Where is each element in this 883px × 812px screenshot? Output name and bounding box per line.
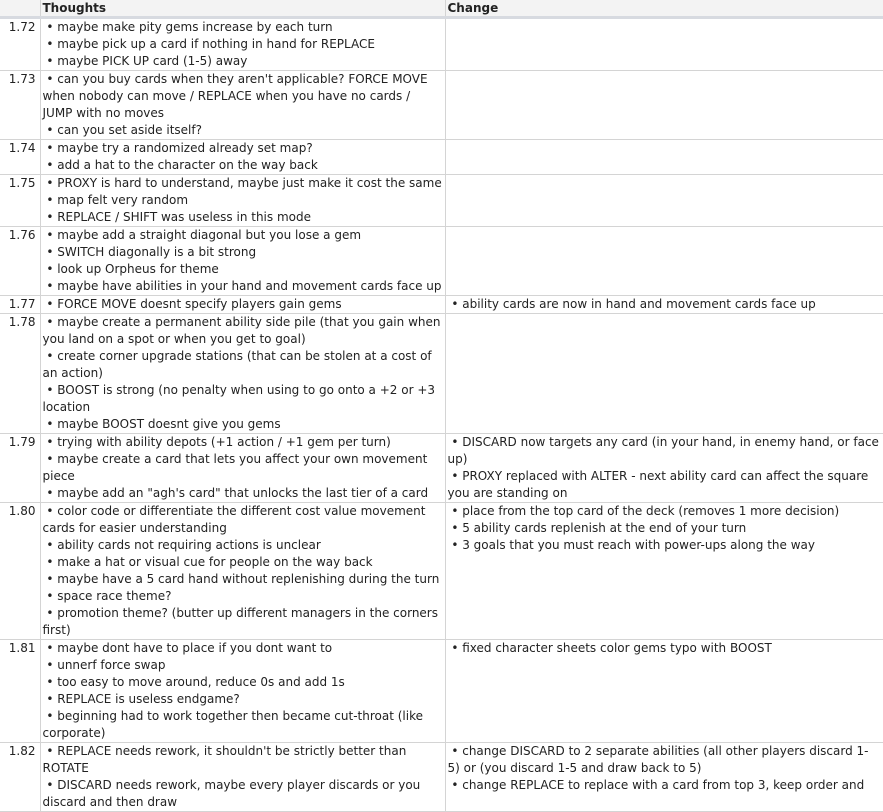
thoughts-cell[interactable]: • maybe make pity gems increase by each turn • maybe pick up a card if nothing in hand for REPLACE • maybe PICK UP card (1-5) away	[40, 18, 445, 71]
version-cell[interactable]: 1.75	[0, 175, 40, 227]
table-row	[0, 18, 883, 71]
change-cell[interactable]	[445, 140, 883, 175]
change-cell[interactable]: • fixed character sheets color gems typo with BOOST	[445, 640, 883, 743]
table-row	[0, 314, 883, 434]
change-cell[interactable]	[445, 18, 883, 71]
table-row	[0, 140, 883, 175]
change-column-header[interactable]: Change	[445, 0, 883, 18]
change-cell[interactable]	[445, 227, 883, 296]
version-cell[interactable]: 1.74	[0, 140, 40, 175]
change-cell[interactable]	[445, 175, 883, 227]
version-cell[interactable]: 1.79	[0, 434, 40, 503]
table-row	[0, 71, 883, 140]
change-cell[interactable]: • ability cards are now in hand and movement cards face up	[445, 296, 883, 314]
table-row	[0, 743, 883, 812]
version-cell[interactable]: 1.77	[0, 296, 40, 314]
version-cell[interactable]: 1.72	[0, 18, 40, 71]
table-row	[0, 640, 883, 743]
version-cell[interactable]: 1.73	[0, 71, 40, 140]
thoughts-cell[interactable]: • can you buy cards when they aren't applicable? FORCE MOVE when nobody can move / REPLACE when you have no cards / JUMP with no moves • can you set aside itself?	[40, 71, 445, 140]
thoughts-cell[interactable]: • REPLACE needs rework, it shouldn't be strictly better than ROTATE • DISCARD needs rework, maybe every player discards or you discard and then draw	[40, 743, 445, 812]
version-cell[interactable]: 1.78	[0, 314, 40, 434]
thoughts-cell[interactable]: • maybe add a straight diagonal but you lose a gem • SWITCH diagonally is a bit strong • look up Orpheus for theme • maybe have abilities in your hand and movement cards face up	[40, 227, 445, 296]
thoughts-cell[interactable]: • color code or differentiate the different cost value movement cards for easier understanding • ability cards not requiring actions is unclear • make a hat or visual cue for people on the way back • maybe have a 5 card hand without replenishing during the turn • space race theme? • promotion theme? (butter up different managers in the corners first)	[40, 503, 445, 640]
change-cell[interactable]	[445, 71, 883, 140]
thoughts-cell[interactable]: • PROXY is hard to understand, maybe just make it cost the same • map felt very random • REPLACE / SHIFT was useless in this mode	[40, 175, 445, 227]
table-row	[0, 175, 883, 227]
version-cell[interactable]: 1.76	[0, 227, 40, 296]
version-column-header[interactable]	[0, 0, 40, 18]
change-cell[interactable]: • change DISCARD to 2 separate abilities (all other players discard 1-5) or (you discard 1-5 and draw back to 5) • change REPLACE to replace with a card from top 3, keep order and	[445, 743, 883, 812]
thoughts-cell[interactable]: • maybe create a permanent ability side pile (that you gain when you land on a spot or when you get to goal) • create corner upgrade stations (that can be stolen at a cost of an action) • BOOST is strong (no penalty when using to go onto a +2 or +3 location • maybe BOOST doesnt give you gems	[40, 314, 445, 434]
version-cell[interactable]: 1.82	[0, 743, 40, 812]
thoughts-cell[interactable]: • trying with ability depots (+1 action / +1 gem per turn) • maybe create a card that lets you affect your own movement piece • maybe add an "agh's card" that unlocks the last tier of a card	[40, 434, 445, 503]
table-row	[0, 503, 883, 640]
thoughts-cell[interactable]: • maybe dont have to place if you dont want to • unnerf force swap • too easy to move around, reduce 0s and add 1s • REPLACE is useless endgame? • beginning had to work together then became cut-throat (like corporate)	[40, 640, 445, 743]
header-row	[0, 0, 883, 18]
change-cell[interactable]	[445, 314, 883, 434]
change-cell[interactable]: • place from the top card of the deck (removes 1 more decision) • 5 ability cards replenish at the end of your turn • 3 goals that you must reach with power-ups along the way	[445, 503, 883, 640]
change-cell[interactable]: • DISCARD now targets any card (in your hand, in enemy hand, or face up) • PROXY replaced with ALTER - next ability card can affect the square you are standing on	[445, 434, 883, 503]
thoughts-cell[interactable]: • maybe try a randomized already set map? • add a hat to the character on the way back	[40, 140, 445, 175]
table-row	[0, 296, 883, 314]
version-cell[interactable]: 1.80	[0, 503, 40, 640]
table-row	[0, 434, 883, 503]
thoughts-column-header[interactable]: Thoughts	[40, 0, 445, 18]
table-row	[0, 227, 883, 296]
version-cell[interactable]: 1.81	[0, 640, 40, 743]
thoughts-cell[interactable]: • FORCE MOVE doesnt specify players gain gems	[40, 296, 445, 314]
